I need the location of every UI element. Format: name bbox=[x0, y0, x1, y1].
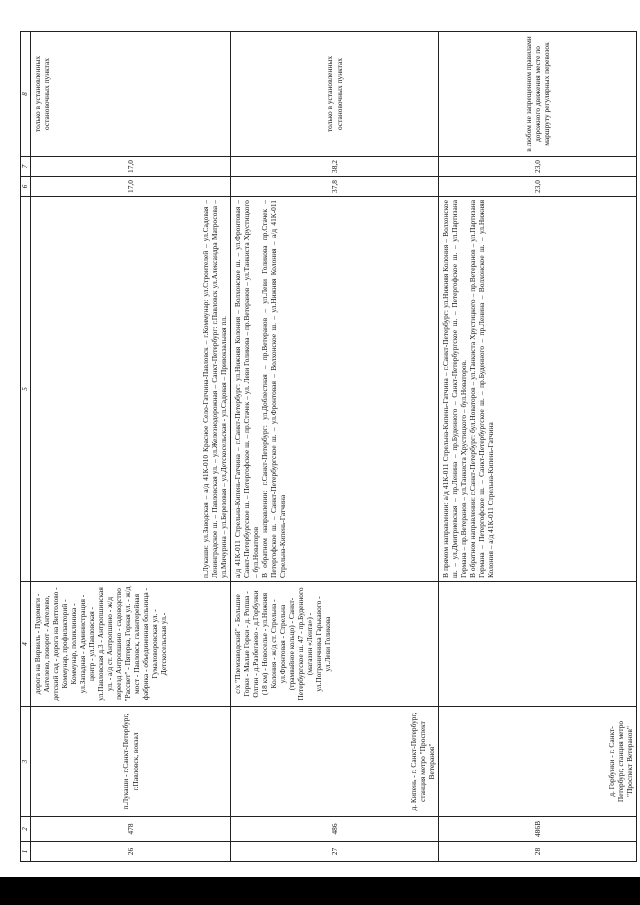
routes-table bbox=[20, 31, 637, 862]
boarding-mode: только в установленных остановочных пунктах bbox=[231, 32, 439, 157]
table-row bbox=[31, 32, 231, 862]
route-number: 486В bbox=[439, 817, 637, 842]
route-length-backward: 17,0 bbox=[31, 157, 231, 177]
route-path: п.Лукаши: ул.Заводская – а/д 41К-010 Красное Село-Гатчина-Павловск – г.Коммунар: ул.Строителей – ул.Садовая – Ленинградское ш. – Павловская ул. – ул.Железнодорожная – Санкт-Петербург: г.Павловск ул.Александра Матросова – ул.Мичурина – ул.Березовая – ул.Детскосельская - ул.Садовая – Привокзальная пл. bbox=[31, 197, 231, 582]
column-number: 3 bbox=[21, 707, 31, 817]
column-number: 7 bbox=[21, 157, 31, 177]
route-name: д. Горбунки - г. Санкт-Петербург, станция метро "Проспект Ветеранов" bbox=[439, 707, 637, 817]
table-row bbox=[439, 32, 637, 862]
route-length-forward: 17,0 bbox=[31, 177, 231, 197]
route-number: 478 bbox=[31, 817, 231, 842]
route-name: д. Кипень - г. Санкт-Петербург, станция метро "Проспект Ветеранов" bbox=[231, 707, 439, 817]
column-number: 6 bbox=[21, 177, 31, 197]
route-length-forward: 37,8 bbox=[231, 177, 439, 197]
row-number: 26 bbox=[31, 842, 231, 862]
column-numbers-row bbox=[21, 32, 31, 862]
route-name: п.Лукаши - г.Санкт-Петербург, г.Павловск, вокзал bbox=[31, 707, 231, 817]
boarding-mode: только в установленных остановочных пунктах bbox=[31, 32, 231, 157]
scan-border bbox=[0, 877, 640, 905]
route-number: 486 bbox=[231, 817, 439, 842]
route-length-backward: 23,0 bbox=[439, 157, 637, 177]
route-path: а/д 41К-011 Стрельна-Кипень-Гатчина – г.Санкт-Петербург: ул.Нижняя Колония – Волхонское ш. – ул.Фронтовая – Санкт-Петербургское ш. – Петергофское ш. – пр.Стачек – ул. Леви Голикова – пр.Ветеранов – ул.Танкиста Хрустицкого – бул.Новаторов В обратном направлении: г.Санкт-Петербург: ул.Доблестная – пр.Ветеранов – ул.Леви Голикова пр.Стачек – Петергофское ш. – Санкт-Петербургское ш. – ул.Фронтовая – Волхонское ш. – ул.Нижняя Колония – а/д 41К-011 Стрельна-Кипень-Гатчина bbox=[231, 197, 439, 582]
stops-list: дорога на Вирвиль - Пудомяги - Антелево, поворот - Антелево, детский сад - дорога на Виттолово - Коммунар, профилакторий - Коммунар, поликлиника - ул.Западная - Администрация - центр - ул.Павловская - ул.Павловская д.3 - Антропшинская ул. - а/д ст. Антропшино - ж/д переезд Антропшино - садоводство "Рассвет" - Пятерка, Горная ул. - ж/д мост - Павловск, галантерейная фабрика - объединенная больница - Гумаловоровская ул. - Детскосельская ул.- bbox=[31, 582, 231, 707]
route-path: В прямом направлении: а/д 41К-011 Стрельна-Кипень-Гатчина – г.Санкт-Петербург: ул.Нижняя Колония – Волхонское ш. – ул.Дмитриевская – пр.Ленина – пр.Буденного – Санкт-Петербургское ш. – Петергофское ш. – ул.Партизана Германа – пр.Ветеранов – ул.Танкиста Хрустицкого – бул.Новаторов. В обратном направлении: г.Санкт-Петербург: бул.Новаторов – ул.Танкиста Хрустицкого – пр.Ветеранов – ул.Партизана Германа – Петергофское ш. – Санкт-Петербургское ш. – пр.Буденного – пр.Ленина – Волхонское ш. – ул.Нижняя Колония – а/д 41К-011 Стрельна-Кипень-Гатчина bbox=[439, 197, 637, 582]
route-length-forward: 23,0 bbox=[439, 177, 637, 197]
column-number: 1 bbox=[21, 842, 31, 862]
column-number: 4 bbox=[21, 582, 31, 707]
column-number: 2 bbox=[21, 817, 31, 842]
row-number: 27 bbox=[231, 842, 439, 862]
boarding-mode: в любом не запрещенном правилами дорожного движения месте по маршруту регулярных перевозок bbox=[439, 32, 637, 157]
table-row bbox=[231, 32, 439, 862]
column-number: 5 bbox=[21, 197, 31, 582]
stops-list: с/х "Племзаводский" - Большие Горки - Малые Горки - д. Ропша - Олгин - д.Разбегаево - д.Горбунки (18 км) - Новоселье - ул.Нижняя Колония - ж/д ст. Стрельна - ул.Фронтовая - Стрельна (трамвайное кольцо) - Санкт-Петербургское ш. 47 - пр.Буденного (магазин «Лента») - ул.Пограничника Гарькавого - ул.Леви Голикова bbox=[231, 582, 439, 707]
column-number: 8 bbox=[21, 32, 31, 157]
stops-list bbox=[439, 582, 637, 707]
row-number: 28 bbox=[439, 842, 637, 862]
route-length-backward: 38,2 bbox=[231, 157, 439, 177]
